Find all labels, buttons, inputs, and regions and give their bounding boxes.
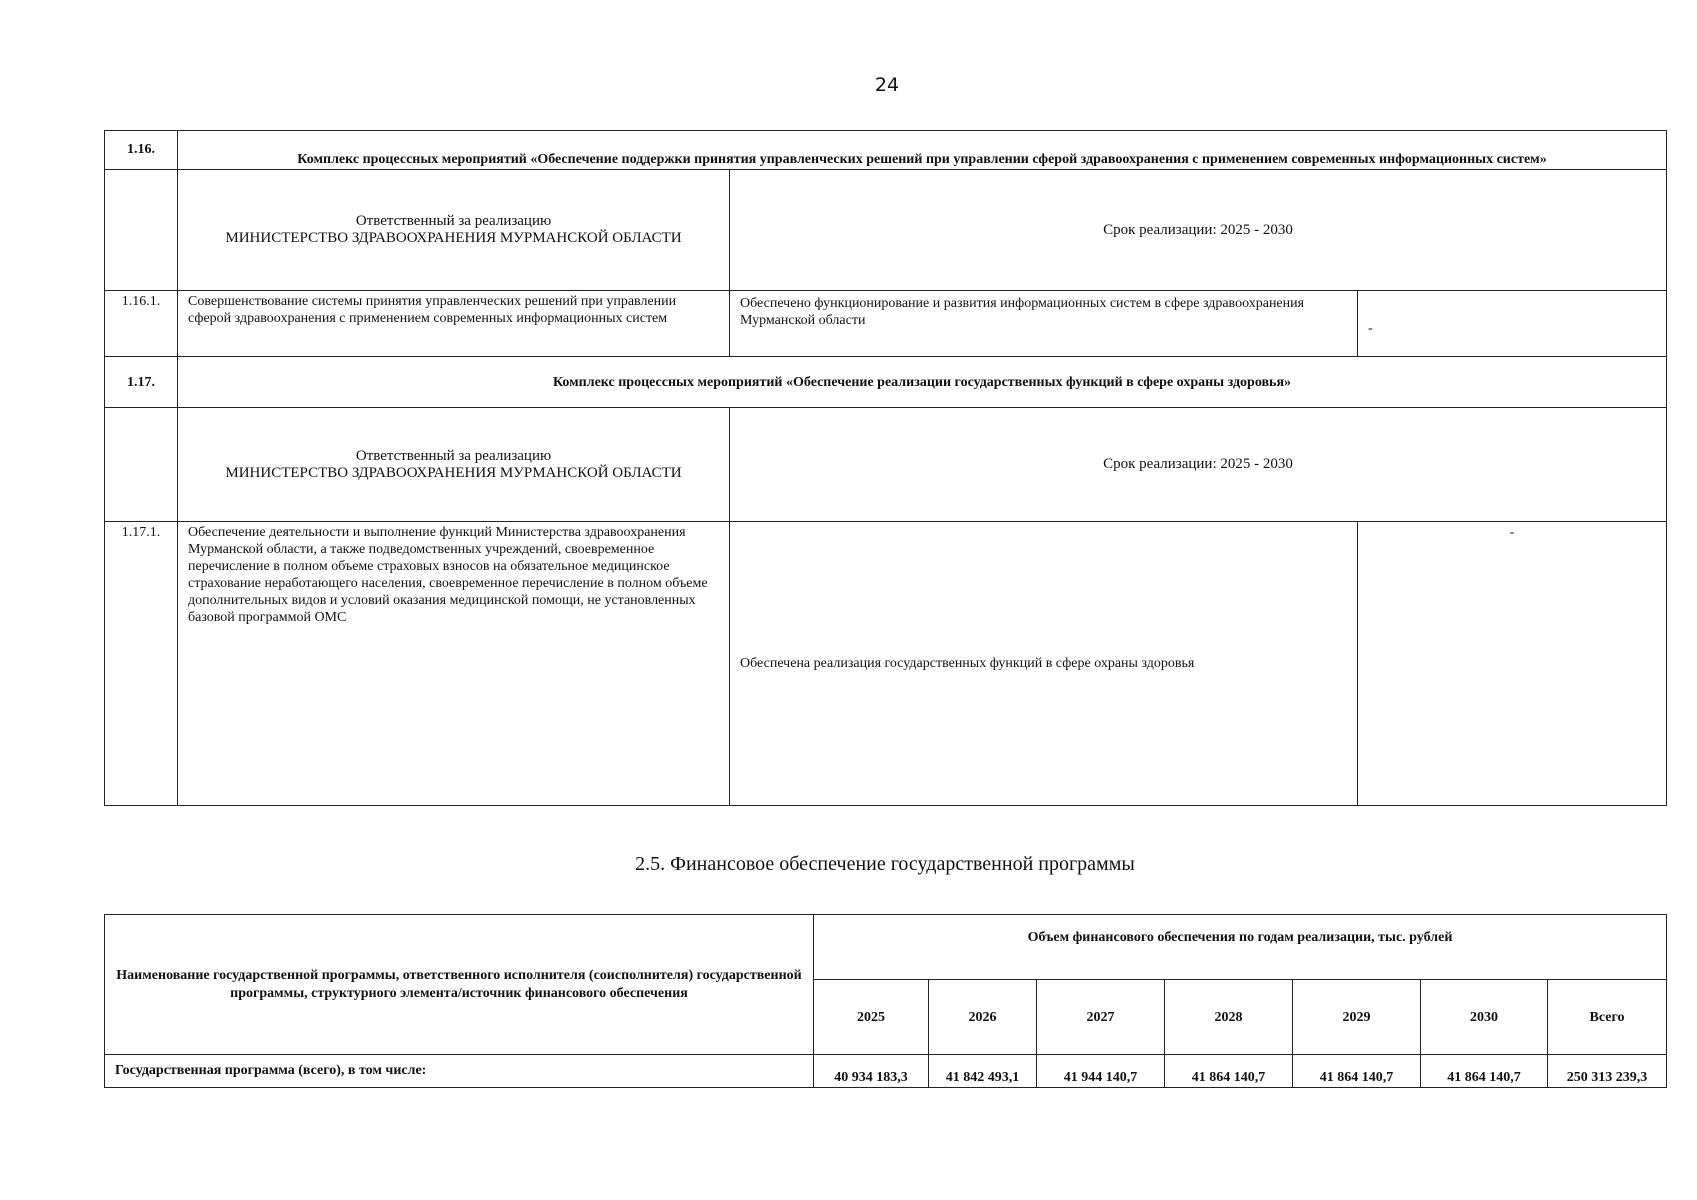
responsible-label: Ответственный за реализацию — [355, 213, 552, 229]
year-header: 2030 — [1421, 980, 1548, 1055]
responsible-org: МИНИСТЕРСТВО ЗДРАВООХРАНЕНИЯ МУРМАНСКОЙ ОБЛАСТИ — [225, 464, 682, 481]
finance-row-label: Государственная программа (всего), в том числе: — [105, 1055, 814, 1088]
finance-value: 41 864 140,7 — [1421, 1055, 1548, 1088]
measures-table — [104, 130, 1667, 806]
section-title: 2.5. Финансовое обеспечение государственной программы — [635, 853, 1135, 875]
task-row — [105, 522, 1667, 806]
finance-header-row — [105, 915, 1667, 980]
task-row — [105, 291, 1667, 357]
finance-table — [104, 914, 1667, 1088]
task-link: - — [1358, 522, 1667, 806]
task-name: Обеспечение деятельности и выполнение функций Министерства здравоохранения Мурманской области, а также подведомственных учреждений, своевременное перечисление в полном объеме страховых взносов на обязательное медицинское страхование неработающего населения, своевременное перечисление в полном объеме дополнительных видов и условий оказания медицинской помощи, не установленных базовой программой ОМС — [178, 522, 730, 806]
finance-value: 41 864 140,7 — [1293, 1055, 1421, 1088]
task-result: Обеспечена реализация государственных функций в сфере охраны здоровья — [730, 522, 1358, 806]
task-name: Совершенствование системы принятия управленческих решений при управлении сферой здравоохранения с применением современных информационных систем — [178, 291, 730, 357]
complex-header-row — [105, 131, 1667, 170]
year-header: 2026 — [929, 980, 1037, 1055]
task-number: 1.16.1. — [105, 291, 178, 357]
year-header-total: Всего — [1548, 980, 1667, 1055]
period-cell: Срок реализации: 2025 - 2030 — [730, 408, 1667, 522]
task-link: - — [1358, 291, 1667, 357]
finance-volume-header: Объем финансового обеспечения по годам реализации, тыс. рублей — [814, 915, 1667, 980]
page-number: 24 — [874, 74, 900, 96]
responsible-label: Ответственный за реализацию — [355, 447, 552, 464]
complex-number: 1.17. — [105, 357, 178, 408]
finance-name-header: Наименование государственной программы, ответственного исполнителя (соисполнителя) государственной программы, структурного элемента/источник финансового обеспечения — [105, 915, 814, 1055]
complex-title: Комплекс процессных мероприятий «Обеспечение поддержки принятия управленческих решений при управлении сферой здравоохранения с применением современных информационных систем» — [178, 131, 1667, 170]
complex-responsible-row — [105, 170, 1667, 291]
year-header: 2025 — [814, 980, 929, 1055]
finance-value: 40 934 183,3 — [814, 1055, 929, 1088]
complex-responsible-row — [105, 408, 1667, 522]
responsible-cell — [178, 170, 730, 291]
year-header: 2027 — [1037, 980, 1165, 1055]
responsible-cell — [178, 408, 730, 522]
complex-number: 1.16. — [105, 131, 178, 170]
finance-value: 41 842 493,1 — [929, 1055, 1037, 1088]
task-result: Обеспечено функционирование и развития информационных систем в сфере здравоохранения Мурманской области — [730, 291, 1358, 357]
task-number: 1.17.1. — [105, 522, 178, 806]
finance-value: 41 864 140,7 — [1165, 1055, 1293, 1088]
year-header: 2028 — [1165, 980, 1293, 1055]
responsible-org: МИНИСТЕРСТВО ЗДРАВООХРАНЕНИЯ МУРМАНСКОЙ ОБЛАСТИ — [225, 230, 682, 246]
finance-value: 41 944 140,7 — [1037, 1055, 1165, 1088]
finance-row — [105, 1055, 1667, 1088]
complex-header-row — [105, 357, 1667, 408]
complex-title: Комплекс процессных мероприятий «Обеспечение реализации государственных функций в сфере охраны здоровья» — [178, 357, 1667, 408]
year-header: 2029 — [1293, 980, 1421, 1055]
period-cell: Срок реализации: 2025 - 2030 — [730, 170, 1667, 291]
finance-value-total: 250 313 239,3 — [1548, 1055, 1667, 1088]
